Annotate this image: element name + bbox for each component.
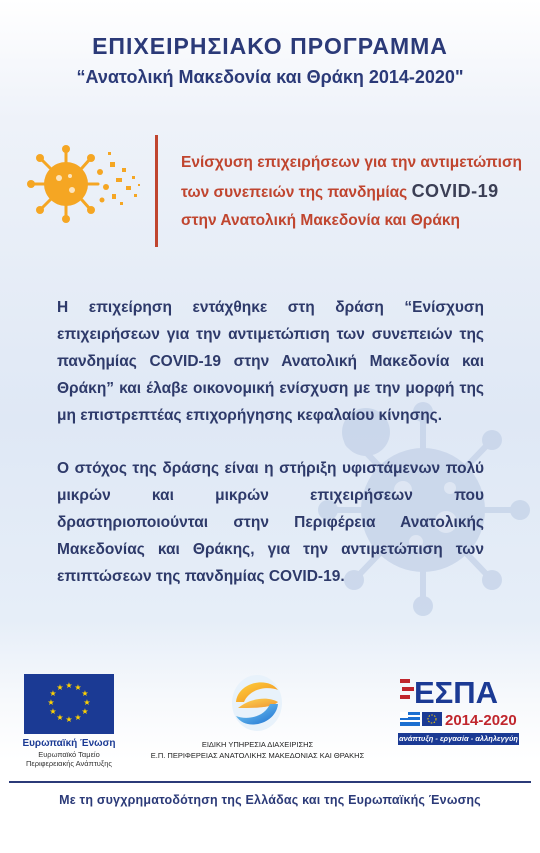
svg-text:★: ★ (83, 698, 91, 707)
espa-years: 2014-2020 (445, 712, 517, 729)
virus-icon (26, 142, 144, 224)
espa-word: ΕΣΠΑ (414, 675, 499, 710)
svg-text:★: ★ (74, 713, 82, 722)
program-title: ΕΠΙΧΕΙΡΗΣΙΑΚΟ ΠΡΟΓΡΑΜΜΑ (92, 33, 448, 59)
espa-logo (400, 675, 522, 733)
action-title-line3: στην Ανατολική Μακεδονία και Θράκη (181, 212, 461, 229)
svg-text:★: ★ (81, 689, 89, 698)
body-paragraph-1: Η επιχείρηση εντάχθηκε στη δράση “Ενίσχυση επιχειρήσεων για την αντιμετώπιση των συνεπειών της πανδημίας COVID-19 στην Ανατολική Μακεδονία και Θράκη” και έλαβε οικονομική ενίσχυση με την μορφή της μη επιστρεπτέας επιχορήγησης κεφαλαίου κίνησης. (57, 299, 484, 424)
svg-text:★: ★ (65, 715, 73, 724)
eu-fund-line1: Ευρωπαϊκό Ταμείο (38, 750, 100, 759)
accent-divider (155, 135, 158, 247)
svg-text:★: ★ (47, 698, 55, 707)
svg-text:★: ★ (74, 683, 82, 692)
managing-authority-logo (228, 672, 286, 734)
action-title-line2: των συνεπειών της πανδημίας (181, 184, 408, 201)
authority-region: Ε.Π. ΠΕΡΙΦΕΡΕΙΑΣ ΑΝΑΤΟΛΙΚΗΣ ΜΑΚΕΔΟΝΙΑΣ ΚΑΙ ΘΡΑΚΗΣ (150, 751, 365, 760)
eu-stars-icon (24, 674, 114, 734)
action-title (181, 149, 526, 235)
svg-text:★: ★ (49, 689, 57, 698)
svg-text:★: ★ (56, 683, 64, 692)
cofunding-statement: Με τη συγχρηματοδότηση της Ελλάδας και της Ευρωπαϊκής Ένωσης (59, 793, 481, 807)
eu-flag-logo (24, 674, 114, 734)
action-title-line1: Ενίσχυση επιχειρήσεων για την αντιμετώπιση (181, 154, 523, 171)
espa-motto: ανάπτυξη - εργασία - αλληλεγγύη (399, 734, 518, 743)
eu-name: Ευρωπαϊκή Ένωση (22, 738, 116, 749)
svg-text:★: ★ (81, 707, 89, 716)
program-region: “Ανατολική Μακεδονία και Θράκη 2014-2020" (76, 67, 464, 87)
svg-text:★: ★ (56, 713, 64, 722)
footer-divider (9, 781, 531, 783)
eu-fund-line2: Περιφερειακής Ανάπτυξης (25, 759, 113, 768)
body-paragraph-2: Ο στόχος της δράσης είναι η στήριξη υφιστάμενων πολύ μικρών και μικρών επιχειρήσεων που δραστηριοποιούνται στην Περιφέρεια Ανατολικής Μακεδονίας και Θράκης, για την αντιμετώπιση των επιπτώσεων της πανδημίας COVID-19. (57, 460, 484, 585)
svg-text:★: ★ (65, 681, 73, 690)
svg-text:★: ★ (49, 707, 57, 716)
authority-name: ΕΙΔΙΚΗ ΥΠΗΡΕΣΙΑ ΔΙΑΧΕΙΡΙΣΗΣ (201, 740, 314, 749)
eu-fund (14, 750, 124, 768)
covid-label: COVID-19 (411, 181, 499, 201)
